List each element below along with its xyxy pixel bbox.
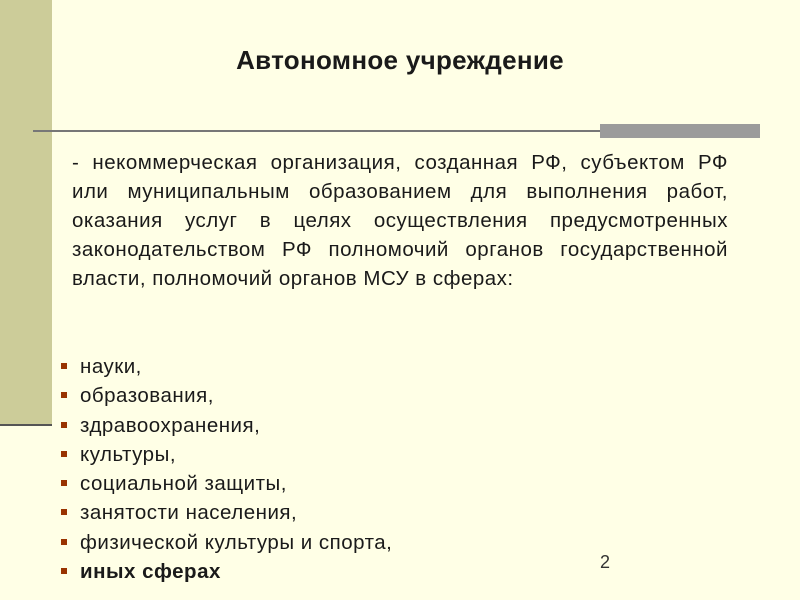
slide-title: Автономное учреждение [236, 45, 564, 75]
list-item-text: науки, [80, 355, 142, 378]
square-bullet-icon [61, 422, 67, 428]
title-divider-line [33, 130, 601, 132]
list-item-text: образования, [80, 384, 214, 408]
square-bullet-icon [61, 392, 67, 398]
definition-text: - некоммерческая организация, созданная РФ, субъектом РФ или муниципальным образованием для выполнения работ, оказания услуг в целях осуществления предусмотренных законодательством РФ полномочий органов государственной власти, полномочий органов МСУ в сферах: [72, 151, 728, 290]
list-item [58, 557, 392, 586]
square-bullet-icon [61, 451, 67, 457]
list-item [58, 352, 392, 381]
list-item-text: занятости населения, [80, 501, 298, 525]
list-item-text: культуры, [80, 442, 177, 466]
list-item [58, 528, 392, 557]
spheres-list [58, 352, 392, 586]
list-item-text: физической культуры и спорта, [80, 530, 393, 554]
title-divider-block [600, 124, 760, 138]
square-bullet-icon [61, 568, 67, 574]
square-bullet-icon [61, 509, 67, 515]
list-item [58, 440, 392, 469]
list-item-text: социальной защиты, [80, 472, 287, 496]
list-item-text: иных сферах [80, 560, 221, 584]
list-item-text: здравоохранения, [80, 413, 261, 437]
list-item [58, 411, 392, 440]
list-item [58, 469, 392, 498]
square-bullet-icon [61, 363, 67, 369]
list-item [58, 498, 392, 527]
square-bullet-icon [61, 539, 67, 545]
page-number: 2 [600, 552, 611, 572]
list-item [58, 381, 392, 410]
left-accent-bar-underline [0, 424, 52, 426]
square-bullet-icon [61, 480, 67, 486]
